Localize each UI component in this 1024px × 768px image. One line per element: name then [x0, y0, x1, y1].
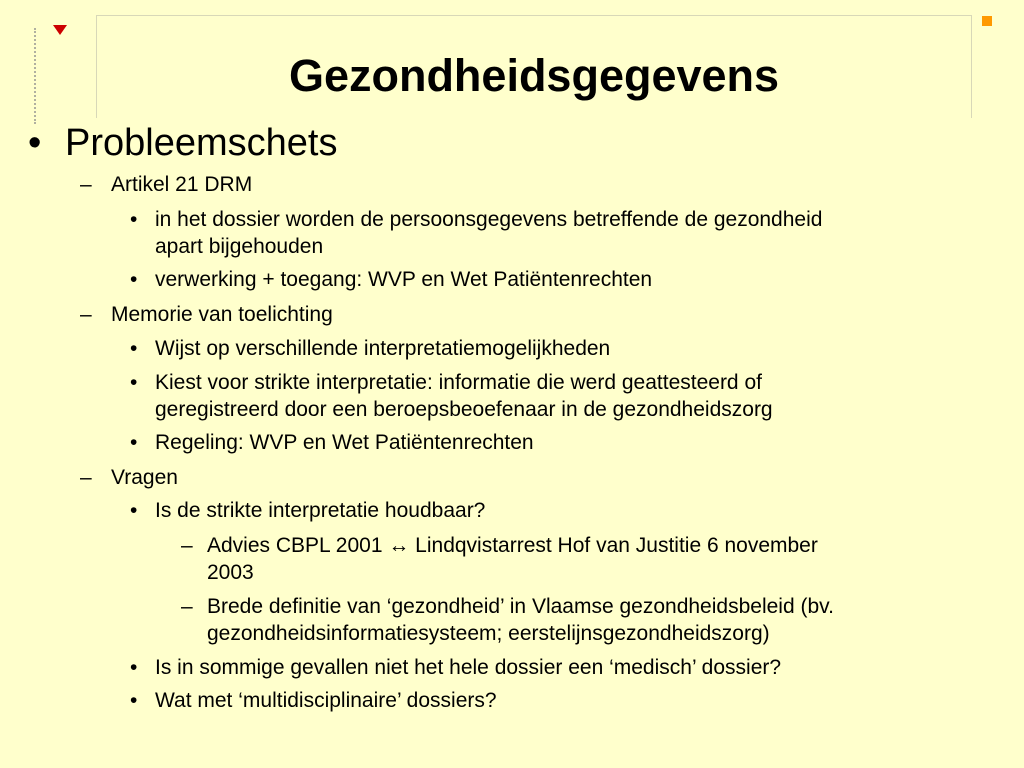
- level4-item-continued: 2003: [207, 561, 254, 584]
- level3-bullet: •: [130, 268, 138, 291]
- level4-item: Brede definitie van ‘gezondheid’ in Vlaamse gezondheidsbeleid (bv.: [207, 595, 834, 618]
- level4-dash: –: [181, 534, 193, 557]
- level2-dash: –: [80, 173, 92, 196]
- level3-item: Is in sommige gevallen niet het hele dossier een ‘medisch’ dossier?: [155, 656, 782, 679]
- level4-item-continued: gezondheidsinformatiesysteem; eerstelijnsgezondheidszorg): [207, 622, 770, 645]
- level3-bullet: •: [130, 208, 138, 231]
- level3-bullet: •: [130, 656, 138, 679]
- level4-dash: –: [181, 595, 193, 618]
- level3-bullet: •: [130, 499, 138, 522]
- level3-item: Is de strikte interpretatie houdbaar?: [155, 499, 486, 522]
- level2-item: Artikel 21 DRM: [111, 173, 253, 196]
- level4-item: Advies CBPL 2001 ↔ Lindqvistarrest Hof van Justitie 6 november: [207, 534, 818, 557]
- level1-heading: Probleemschets: [65, 122, 338, 164]
- level3-bullet: •: [130, 689, 138, 712]
- level3-bullet: •: [130, 337, 138, 360]
- level3-item: Wijst op verschillende interpretatiemogelijkheden: [155, 337, 611, 360]
- level2-item: Memorie van toelichting: [111, 303, 333, 326]
- level3-item-continued: apart bijgehouden: [155, 235, 324, 258]
- level3-bullet: •: [130, 431, 138, 454]
- level3-item: Wat met ‘multidisciplinaire’ dossiers?: [155, 689, 497, 712]
- level2-dash: –: [80, 466, 92, 489]
- level3-item-continued: geregistreerd door een beroepsbeoefenaar in de gezondheidszorg: [155, 398, 773, 421]
- decorative-dotted-line: [34, 28, 36, 124]
- level1-bullet: •: [28, 122, 42, 164]
- level2-item: Vragen: [111, 466, 178, 489]
- level3-item: in het dossier worden de persoonsgegevens betreffende de gezondheid: [155, 208, 823, 231]
- slide-title: Gezondheidsgegevens: [288, 50, 780, 101]
- level3-item: Regeling: WVP en Wet Patiëntenrechten: [155, 431, 534, 454]
- level3-item: verwerking + toegang: WVP en Wet Patiëntenrechten: [155, 268, 653, 291]
- orange-square-icon: [982, 16, 992, 26]
- level3-item: Kiest voor strikte interpretatie: informatie die werd geattesteerd of: [155, 371, 762, 394]
- level3-bullet: •: [130, 371, 138, 394]
- red-triangle-icon: [53, 25, 67, 35]
- level2-dash: –: [80, 303, 92, 326]
